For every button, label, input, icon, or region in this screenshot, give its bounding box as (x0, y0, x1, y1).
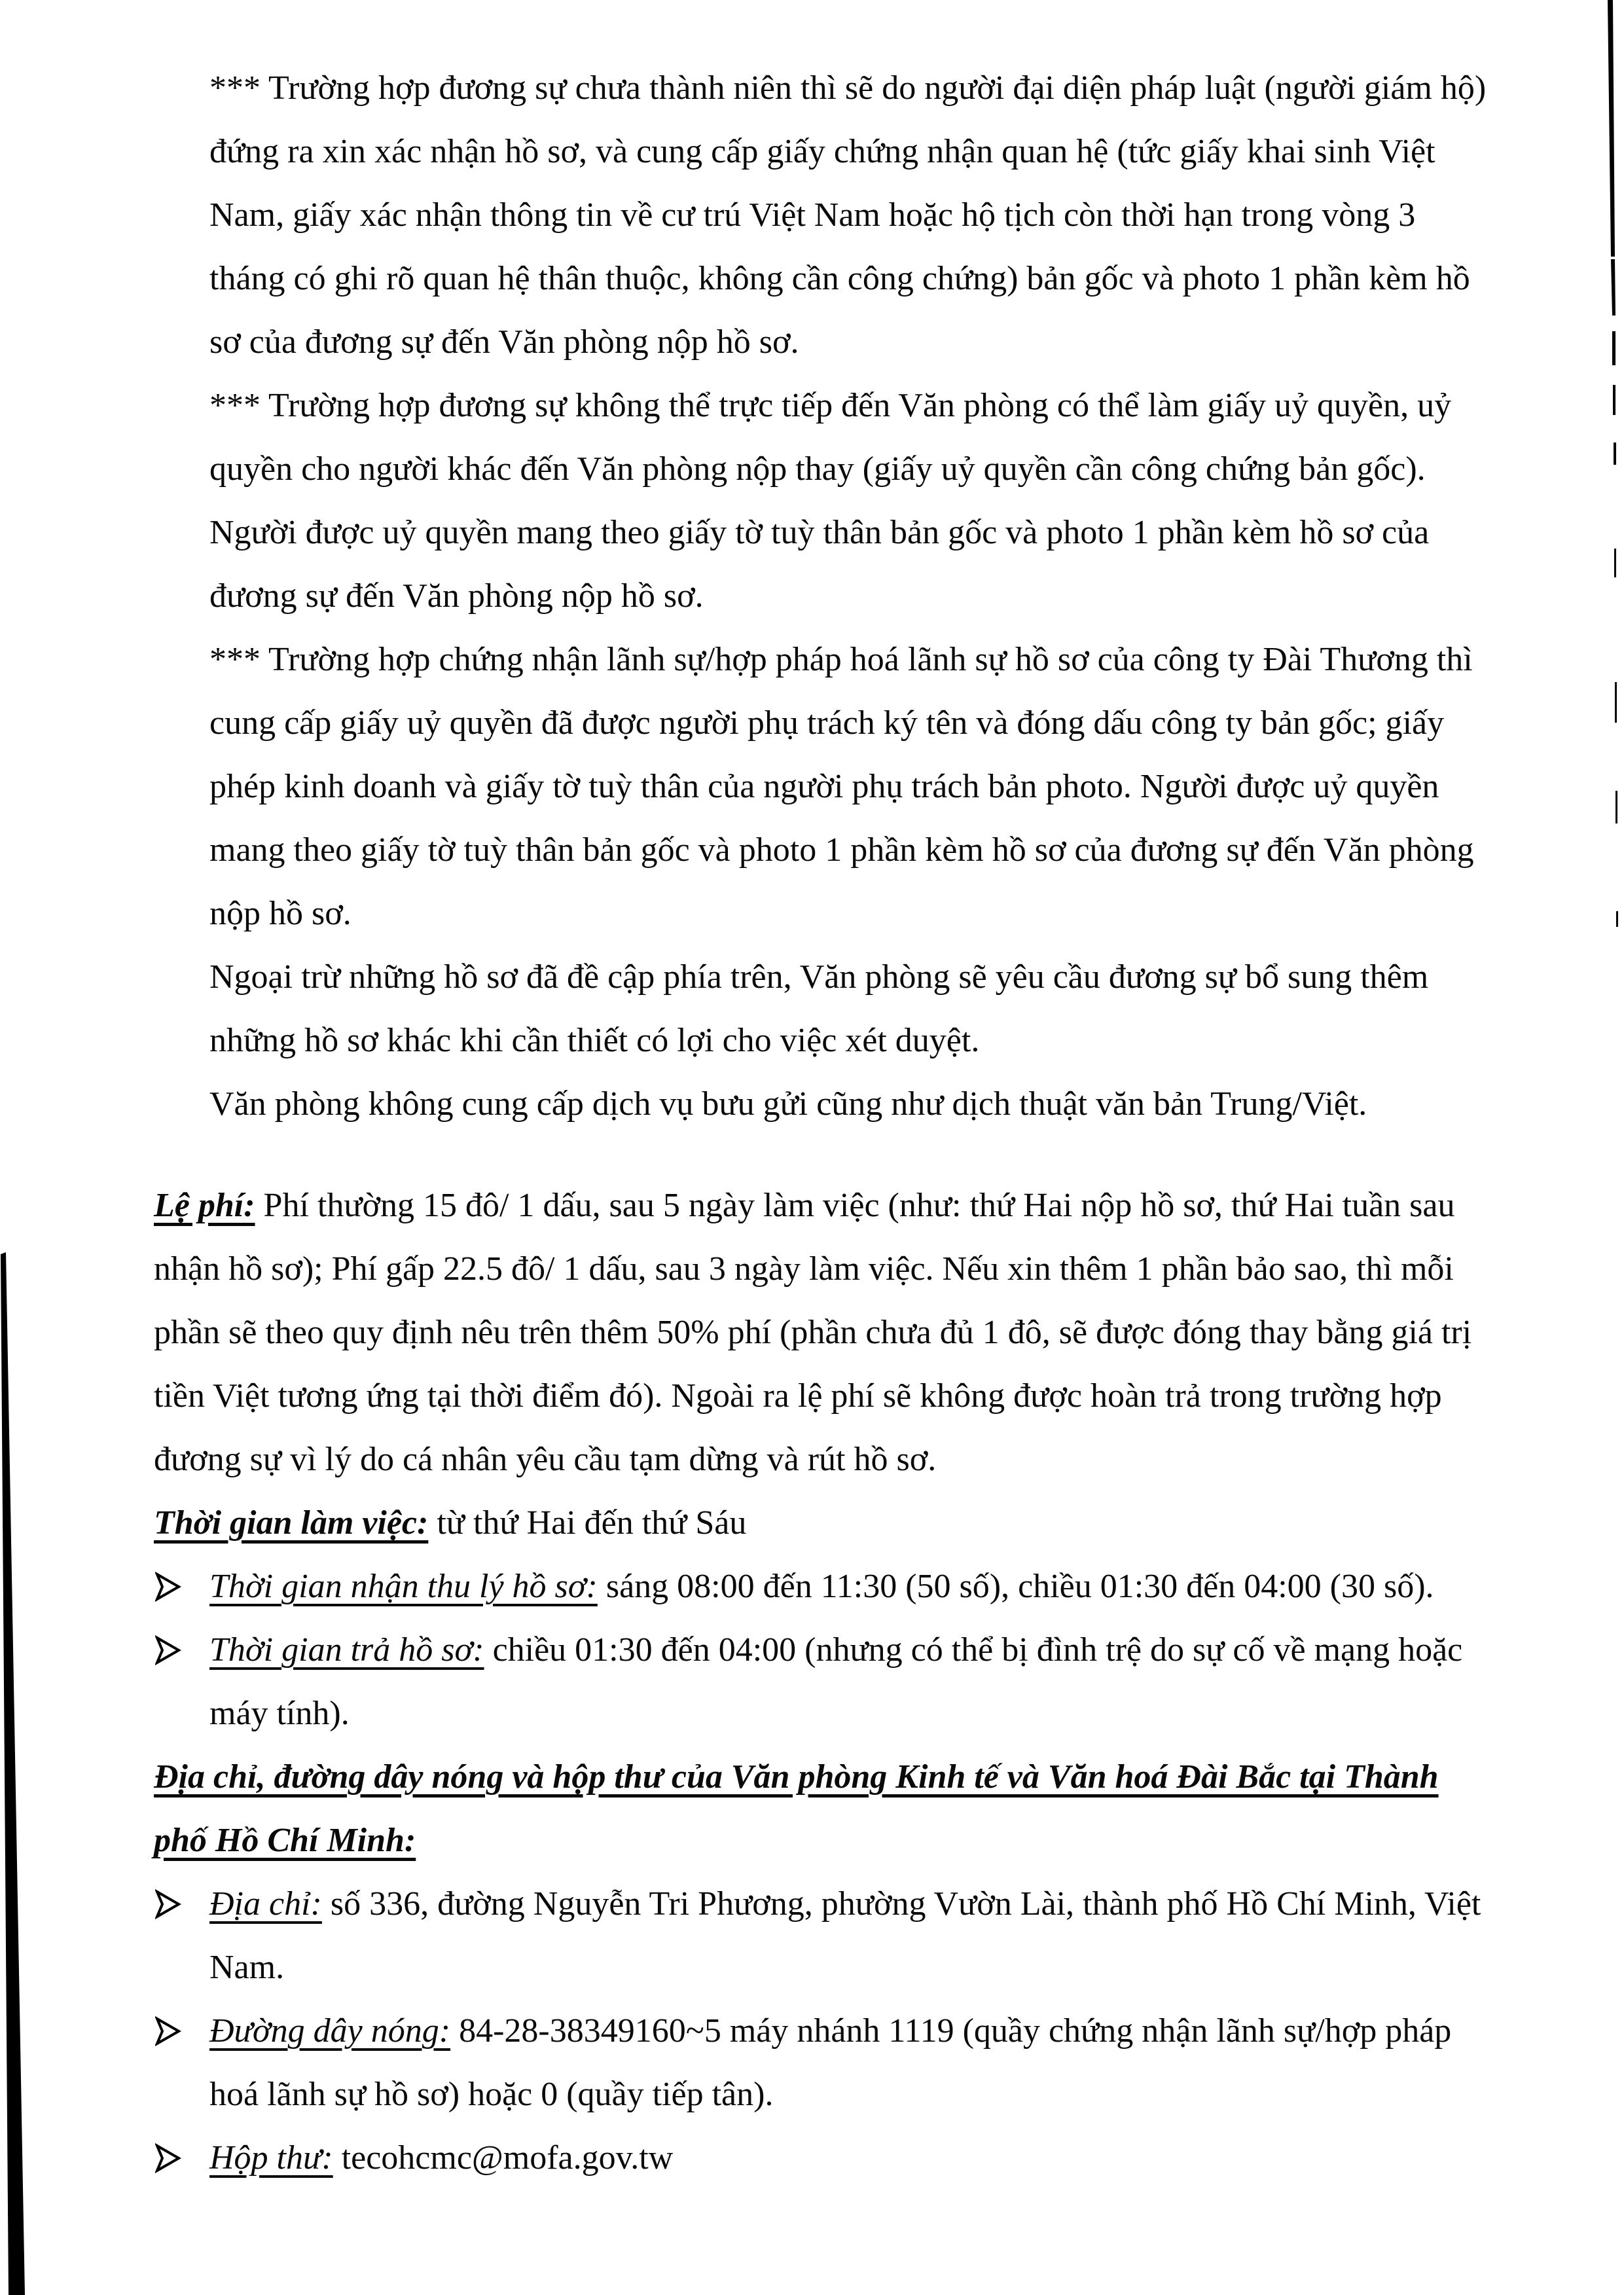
working-hours-heading (154, 1491, 1490, 1555)
arrowhead-icon (155, 1635, 181, 1665)
arrow-item-body (209, 2126, 1490, 2190)
paragraph-authorization-proxy: *** Trường hợp đương sự không thể trực tiếp đến Văn phòng có thể làm giấy uỷ quyền, uỷ quyền cho người khác đến Văn phòng nộp thay (giấy uỷ quyền cần công chứng bản gốc). Người được uỷ quyền mang theo giấy tờ tuỳ thân bản gốc và photo 1 phần kèm hồ sơ của đương sự đến Văn phòng nộp hồ sơ. (209, 387, 1452, 615)
scan-artifact-left-line (1, 1252, 25, 2295)
bullet-text: Ngoại trừ những hồ sơ đã đề cập phía trên, Văn phòng sẽ yêu cầu đương sự bổ sung thêm những hồ sơ khác khi cần thiết có lợi cho việc xét duyệt. (209, 958, 1429, 1059)
paragraph-company-legalization: *** Trường hợp chứng nhận lãnh sự/hợp pháp hoá lãnh sự hồ sơ của công ty Đài Thương thì cung cấp giấy uỷ quyền đã được người phụ trách ký tên và đóng dấu công ty bản gốc; giấy phép kinh doanh và giấy tờ tuỳ thân của người phụ trách bản photo. Người được uỷ quyền mang theo giấy tờ tuỳ thân bản gốc và photo 1 phần kèm hồ sơ của đương sự đến Văn phòng nộp hồ sơ. (209, 641, 1474, 932)
email-label: Hộp thư: (209, 2139, 333, 2177)
arrowhead-icon (155, 1889, 181, 1919)
arrow-item-body (209, 1999, 1490, 2126)
return-hours-label: Thời gian trả hồ sơ: (209, 1631, 484, 1669)
arrow-item-address (154, 1872, 1490, 1999)
fee-paragraph (154, 1174, 1490, 1491)
contact-heading-text: Địa chỉ, đường dây nóng và hộp thư của Văn phòng Kinh tế và Văn hoá Đài Bắc tại Thành phố Hồ Chí Minh: (154, 1758, 1439, 1859)
address-text: số 336, đường Nguyễn Tri Phương, phường Vườn Lài, thành phố Hồ Chí Minh, Việt Nam. (209, 1885, 1481, 1986)
arrow-marker-cell (154, 1618, 209, 1665)
arrow-item-email (154, 2126, 1490, 2190)
arrow-item-intake-hours (154, 1555, 1490, 1618)
bullet-marker-cell (154, 1072, 209, 1136)
address-label: Địa chỉ: (209, 1885, 322, 1923)
arrow-item-body (209, 1618, 1490, 1745)
bullet-marker-cell (154, 945, 209, 1009)
contact-heading (154, 1745, 1490, 1872)
hotline-label: Đường dây nóng: (209, 2012, 451, 2050)
email-text: tecohcmc@mofa.gov.tw (333, 2139, 674, 2177)
arrowhead-icon (155, 2143, 181, 2173)
working-hours-label: Thời gian làm việc: (154, 1504, 429, 1542)
paragraph-minor-applicant: *** Trường hợp đương sự chưa thành niên thì sẽ do người đại diện pháp luật (người giám hộ) đứng ra xin xác nhận hồ sơ, và cung cấp giấy chứng nhận quan hệ (tức giấy khai sinh Việt Nam, giấy xác nhận thông tin về cư trú Việt Nam hoặc hộ tịch còn thời hạn trong vòng 3 tháng có ghi rõ quan hệ thân thuộc, không cần công chứng) bản gốc và photo 1 phần kèm hồ sơ của đương sự đến Văn phòng nộp hồ sơ. (209, 69, 1487, 361)
arrow-marker-cell (154, 1872, 209, 1919)
bullet-text: Văn phòng không cung cấp dịch vụ bưu gửi cũng như dịch thuật văn bản Trung/Việt. (209, 1085, 1367, 1123)
arrow-item-body (209, 1872, 1490, 1999)
arrowhead-icon (155, 2016, 181, 2046)
arrowhead-icon (155, 1572, 181, 1602)
bullet-item-supplement-documents (154, 945, 1490, 1072)
hotline-text: 84-28-38349160~5 máy nhánh 1119 (quầy chứng nhận lãnh sự/hợp pháp hoá lãnh sự hồ sơ) hoặc 0 (quầy tiếp tân). (209, 2012, 1452, 2113)
working-hours-text: từ thứ Hai đến thứ Sáu (428, 1504, 747, 1542)
fee-text: Phí thường 15 đô/ 1 dấu, sau 5 ngày làm việc (như: thứ Hai nộp hồ sơ, thứ Hai tuần sau nhận hồ sơ); Phí gấp 22.5 đô/ 1 dấu, sau 3 ngày làm việc. Nếu xin thêm 1 phần bảo sao, thì mỗi phần sẽ theo quy định nêu trên thêm 50% phí (phần chưa đủ 1 đô, sẽ được đóng thay bằng giá trị tiền Việt tương ứng tại thời điểm đó). Ngoài ra lệ phí sẽ không được hoàn trả trong trường hợp đương sự vì lý do cá nhân yêu cầu tạm dừng và rút hồ sơ. (154, 1187, 1472, 1478)
document-body (154, 56, 1490, 2190)
intake-hours-label: Thời gian nhận thu lý hồ sơ: (209, 1568, 598, 1605)
arrow-marker-cell (154, 1999, 209, 2046)
arrow-marker-cell (154, 2126, 209, 2173)
intake-hours-text: sáng 08:00 đến 11:30 (50 số), chiều 01:30 đến 04:00 (30 số). (597, 1568, 1434, 1605)
arrow-item-return-hours (154, 1618, 1490, 1745)
arrow-item-body (209, 1555, 1490, 1618)
fee-label: Lệ phí: (154, 1187, 255, 1224)
return-hours-text: chiều 01:30 đến 04:00 (nhưng có thể bị đình trệ do sự cố về mạng hoặc máy tính). (209, 1631, 1463, 1732)
scan-artifact-right-line (1608, 0, 1618, 927)
arrow-item-hotline (154, 1999, 1490, 2126)
bullet-item-no-mail-translation (154, 1072, 1490, 1136)
arrow-marker-cell (154, 1555, 209, 1602)
